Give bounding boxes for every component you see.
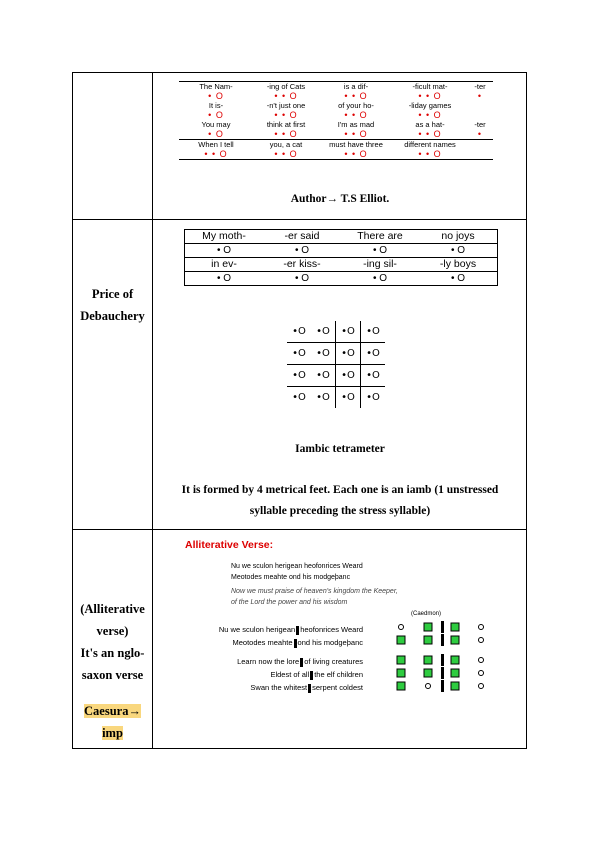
author-caption: Author→ T.S Elliot. bbox=[290, 193, 390, 205]
source-label: (Caedmon) bbox=[411, 611, 442, 617]
cats-section bbox=[153, 73, 527, 219]
cats-scansion-table: The Nam- • O -ing of Cats • • O is a dif- • • O -ficult mat- • • O -ter • It is- • O -n't just one • • O of your ho- • • O -liday games • • O You may • O think at first • • O I'm as mad • • O as a hat- • • O -ter • When I tell • • O you, a cat • • O must have three • • O different names • • O bbox=[179, 81, 493, 160]
translation-line-1: Now we must praise of heaven's kingdom the Keeper, bbox=[231, 588, 398, 595]
alliterative-label: (Alliterative verse) It's an nglo- saxon verse Caesura→ imp bbox=[80, 602, 145, 740]
oe-line-1: Nu we sculon herigean heofonrices Weard bbox=[231, 563, 363, 570]
translation-line-2: of the Lord the power and his wisdom bbox=[231, 599, 348, 606]
oe-line-2: Meotodes meahte ond his modgeþanc bbox=[231, 574, 351, 581]
alliterative-title: Alliterative Verse: bbox=[185, 539, 274, 551]
iamb-grid: •O •O •O •O •O •O •O •O •O •O •O •O •O •O •O •O bbox=[287, 321, 385, 408]
verse-line: Meotodes meahte ond his modgeþanc bbox=[232, 638, 363, 647]
definition-line-1: It is formed by 4 metrical feet. Each one is an iamb (1 unstressed bbox=[181, 484, 499, 496]
row-divider bbox=[73, 529, 526, 530]
marks-row-1 bbox=[399, 621, 484, 633]
verse-line: Nu we sculon herigean heofonrices Weard bbox=[218, 625, 363, 634]
debauchery-label: Price of Debauchery bbox=[80, 287, 145, 323]
debauchery-scansion-table: My moth- -er said There are no joys • O • O • O • O in ev- -er kiss- -ing sil- -ly boys • O • O • O • O bbox=[184, 229, 498, 286]
caesura-label: Caesura→ bbox=[84, 704, 141, 718]
definition-line-2: syllable preceding the stress syllable) bbox=[249, 505, 431, 517]
verse-line: Eldest of all the elf children bbox=[270, 670, 363, 679]
verse-line: Learn now the lore of living creatures bbox=[237, 657, 363, 666]
meter-name: Iambic tetrameter bbox=[295, 443, 385, 455]
document-table bbox=[72, 72, 527, 749]
stress-marks bbox=[391, 621, 511, 696]
verse-line: Swan the whitest serpent coldest bbox=[250, 683, 363, 692]
